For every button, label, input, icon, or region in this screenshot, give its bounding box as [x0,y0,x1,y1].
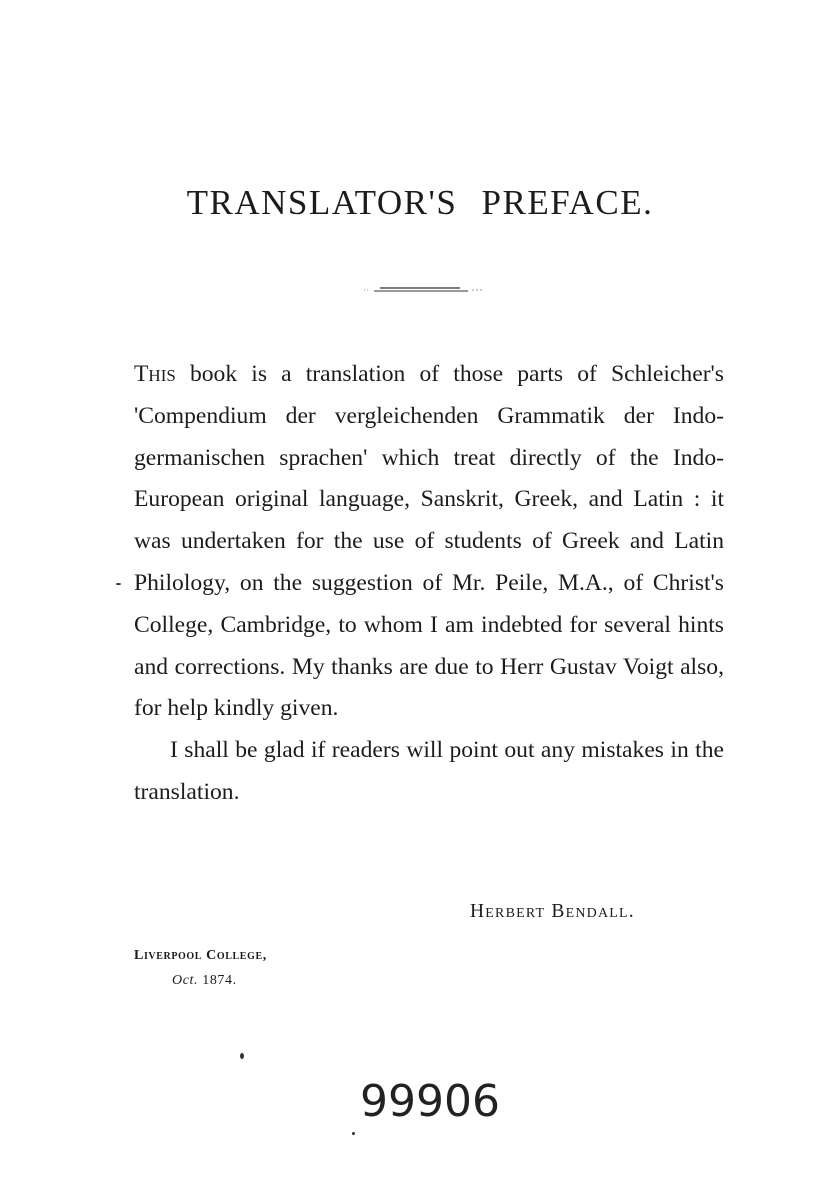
ink-speck [352,1132,355,1135]
ornamental-rule [364,286,484,294]
library-stamp-number: 99906 [360,1076,500,1127]
paragraph-1-lead: This [134,361,176,387]
date-year: 1874. [202,973,237,988]
date-line [172,973,237,989]
paragraph-2: I shall be glad if readers will point out any mistakes in the translation. [134,737,724,805]
ink-speck [116,583,121,585]
preface-body [134,354,724,814]
place-line: Liverpool College, [134,948,267,963]
ink-speck [240,1053,244,1059]
page-title: TRANSLATOR'S PREFACE. [186,183,654,222]
paragraph-1 [134,354,724,730]
translator-signature: Herbert Bendall. [470,901,635,922]
date-month: Oct. [172,973,199,988]
paragraph-1-text: book is a translation of those parts of Schleicher's 'Compendium der vergleichenden Grammatik der Indo-germanischen sprachen' which treat directly of the Indo-European original language, Sanskrit, Greek, and Latin : it was undertaken for the use of students of Greek and Latin Philology, on the suggestion of Mr. Peile, M.A., of Christ's College, Cambridge, to whom I am indebted for several hints and corrections. My thanks are due to Herr Gustav Voigt also, for help kindly given. [134,361,724,722]
